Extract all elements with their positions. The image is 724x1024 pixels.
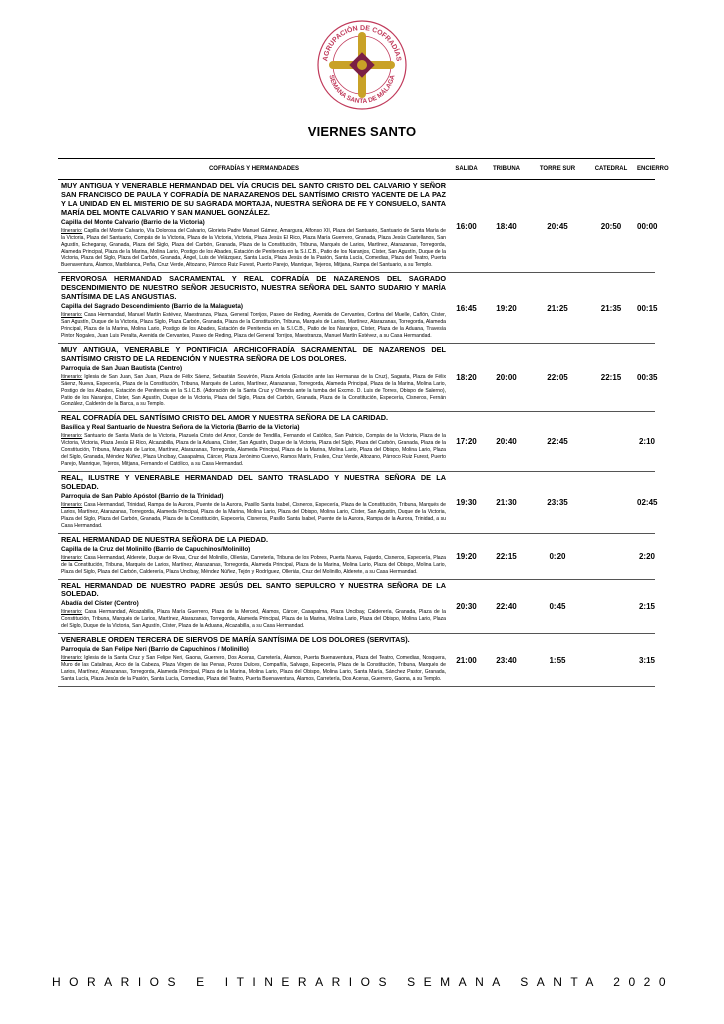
header-salida: SALIDA	[455, 166, 478, 172]
table-row	[58, 344, 658, 413]
brotherhood-cell	[58, 580, 450, 634]
brotherhood-name: VENERABLE ORDEN TERCERA DE SIERVOS DE MARÍA SANTÍSIMA DE LOS DOLORES (SERVITAS).	[61, 635, 410, 645]
brotherhood-seat: Parroquia de San Pablo Apóstol (Barrio de la Trinidad)	[61, 492, 224, 500]
table-row	[58, 534, 655, 580]
time-torre-sur: 20:45	[547, 221, 568, 231]
brotherhood-cell	[58, 344, 450, 412]
times-cell	[450, 273, 658, 343]
itinerary-text: Santuario de Santa María de la Victoria, Plazuela Cristo del Amor, Conde de Tendilla, Fernando el Católico, San Patricio, Compás de la Victoria, Plaza de la Victoria, Victoria, Plaza Jesús El Rico, Alcazabilla, Plaza de la Aduana, Císter, San Agustín, Duque de la Victoria, Plaza del Siglo, Plaza del Carbón, Granada, Plaza de la Constitución, Tribuna, Marqués de Larios, Martínez, Atarazanas, Torregorda, Alameda Principal, Plaza de la Marina, Molina Lario, Plaza del Obispo, Molina Lario, Plaza del Siglo, Granada, Méndez Núñez, Plaza Uncibay, Casapalma, Cárcer, Plaza Jerónimo Cuervo, Ramos Marín, Frailes, Cruz Verde, Altozano, Párroco Ruiz Furest, Puerto Parejo, Manrique, Tejeros, Mitjana, Fernando el Católico, a su Casa Hermandad.	[61, 433, 446, 468]
header-catedral: CATEDRAL	[594, 166, 628, 172]
itinerary	[61, 655, 446, 683]
itinerary-label: Itinerario:	[61, 609, 83, 616]
itinerary-label: Itinerario:	[61, 554, 83, 561]
brotherhood-seat: Basílica y Real Santuario de Nuestra Señora de la Victoria (Barrio de la Victoria)	[61, 424, 300, 432]
time-torre-sur: 22:05	[547, 373, 568, 383]
time-tribuna: 21:30	[496, 497, 517, 507]
time-encierro: 3:15	[638, 655, 655, 665]
time-tribuna: 20:00	[496, 373, 517, 383]
brotherhood-cell	[58, 412, 450, 471]
brotherhood-seat: Parroquia de San Felipe Neri (Barrio de Capuchinos / Molinillo)	[61, 646, 249, 654]
itinerary-text: Casa Hermandad, Manuel Martín Estévez, Maestranza, Plaza, General Torrijos, Paseo de Reding, Avenida de Cervantes, Cortina del Muelle, Cañón, Císter, San Agustín, Duque de la Victoria, Plaza Siglo, Plaza Carbón, Granada, Plaza de la Constitución, Tribuna, Marqués de Larios, Martínez, Atarazanas, Torregorda, Alameda Principal, Plaza de la Marina, Molina Lario, Postigo de los Abades, Estación de Penitencia en la S.I.C.B., Patio de los Naranjos, Císter, Plaza de la Aduana, Travesía Pintor Nogales, Juan Luis Peralta, Avenida de Cervantes, Paseo de Reding, Plaza del General Torrijos, Maestranza, Manuel Martín Estévez, a su Casa Hermandad.	[61, 312, 446, 339]
time-catedral: 21:35	[600, 303, 622, 313]
time-torre-sur: 22:45	[547, 437, 568, 447]
time-tribuna: 18:40	[496, 221, 517, 231]
time-salida: 19:30	[456, 497, 477, 507]
brotherhood-seat: Capilla de la Cruz del Molinillo (Barrio de Capuchinos/Molinillo)	[61, 545, 251, 553]
time-salida: 16:45	[456, 303, 477, 313]
brotherhood-cell	[58, 180, 450, 272]
times-cell	[450, 412, 655, 471]
brotherhood-seat: Abadía del Císter (Centro)	[61, 600, 139, 608]
table-row	[58, 412, 655, 472]
itinerary-label: Itinerario:	[61, 227, 83, 234]
itinerary-text: Casa Hermandad, Alderete, Duque de Rivas, Cruz del Molinillo, Olleriás, Carretería, Tribuna de los Pobres, Puerta Nueva, Fajardo, Cisneros, Especería, Plaza de la Constitución, Tribuna, Marqués de Larios, Martínez, Atarazanas, Torregorda, Alameda Principal, Plaza de la Marina, Molina Lario, Plaza del Obispo, Molina Lario, Plaza del Siglo, Plaza del Carbón, Calderería, Plaza Uncibay, Méndez Núñez, Tejón y Rodríguez, Olleriás, Cruz del Molinillo, Alderete, a su Casa Hermandad.	[61, 554, 446, 575]
brotherhood-name: MUY ANTIGUA, VENERABLE Y PONTIFICIA ARCHICOFRADÍA SACRAMENTAL DE NAZARENOS DEL SANTÍSIMO CRISTO DE LA REDENCIÓN Y NUESTRA SEÑORA DE LOS DOLORES.	[61, 344, 446, 363]
brotherhood-name: REAL COFRADÍA DEL SANTÍSIMO CRISTO DEL AMOR Y NUESTRA SEÑORA DE LA CARIDAD.	[61, 413, 389, 423]
table-row	[58, 580, 655, 635]
itinerary	[61, 433, 446, 468]
time-tribuna: 23:40	[496, 655, 517, 665]
itinerary	[61, 228, 446, 270]
brotherhood-seat: Capilla del Monte Calvario (Barrio de la Victoria)	[61, 218, 205, 226]
time-salida: 21:00	[456, 655, 477, 665]
brotherhood-name: FERVOROSA HERMANDAD SACRAMENTAL Y REAL COFRADÍA DE NAZARENOS DEL SAGRADO DESCENDIMIENTO DE NUESTRO SEÑOR JESUCRISTO, NUESTRA SEÑORA DEL SANTO SUDARIO Y MARÍA SANTÍSIMA DE LAS ANGUSTIAS.	[61, 274, 446, 302]
header-torre-sur: TORRE SUR	[539, 166, 576, 172]
time-salida: 16:00	[456, 221, 477, 231]
table-row	[58, 634, 655, 687]
time-tribuna: 22:40	[496, 601, 517, 611]
itinerary	[61, 609, 446, 630]
page-title: VIERNES SANTO	[307, 124, 417, 139]
table-row	[58, 180, 658, 273]
time-torre-sur: 1:55	[549, 655, 566, 665]
header-tribuna: TRIBUNA	[493, 166, 520, 172]
itinerary-label: Itinerario:	[61, 373, 83, 380]
time-encierro: 2:20	[638, 551, 655, 561]
time-salida: 18:20	[456, 373, 477, 383]
brotherhood-seat: Capilla del Sagrado Descendimiento (Barrio de la Malagueta)	[61, 302, 243, 310]
time-encierro: 00:00	[637, 221, 658, 231]
times-cell	[450, 180, 658, 272]
brotherhood-name: REAL HERMANDAD DE NUESTRO PADRE JESÚS DEL SANTO SEPULCRO Y NUESTRA SEÑORA DE LA SOLEDAD.	[61, 580, 446, 599]
itinerary	[61, 312, 446, 340]
time-salida: 20:30	[456, 601, 477, 611]
times-cell	[450, 534, 655, 579]
time-tribuna: 19:20	[496, 303, 517, 313]
header-cofradias: COFRADÍAS Y HERMANDADES	[208, 166, 300, 172]
time-torre-sur: 21:25	[547, 303, 568, 313]
logo-text-bottom: SEMANA SANTA DE MÁLAGA	[327, 74, 397, 106]
itinerary	[61, 555, 446, 576]
times-cell	[450, 472, 658, 533]
brotherhood-cell	[58, 472, 450, 533]
table-body	[58, 180, 658, 687]
itinerary	[61, 374, 446, 409]
time-catedral: 22:15	[600, 373, 622, 383]
itinerary-label: Itinerario:	[61, 433, 83, 440]
brotherhood-cell	[58, 273, 450, 343]
times-cell	[450, 580, 655, 634]
footer-text: HORARIOS E ITINERARIOS SEMANA SANTA 2020	[52, 975, 674, 989]
time-catedral: 20:50	[600, 221, 622, 231]
time-salida: 17:20	[456, 437, 477, 447]
time-tribuna: 20:40	[496, 437, 517, 447]
table-row	[58, 472, 658, 534]
schedule-table	[58, 158, 669, 687]
brotherhood-seat: Parroquia de San Juan Bautista (Centro)	[61, 364, 183, 372]
logo-text-top: AGRUPACIÓN DE COFRADÍAS	[322, 24, 402, 62]
time-encierro: 02:45	[637, 497, 658, 507]
brotherhood-name: REAL HERMANDAD DE NUESTRA SEÑORA DE LA PIEDAD.	[61, 534, 269, 544]
time-torre-sur: 0:45	[549, 601, 566, 611]
itinerary-text: Iglesia de la Santa Cruz y San Felipe Neri, Gaona, Guerrero, Dos Aceras, Carretería, Álamos, Puerta Buenaventura, Plaza del Teatro, Comedias, Nosquera, Muro de las Catalinas, Arco de la Cabeza, Plaza Virgen de las Penas, Pozos Dulces, Compañía, Salvago, Especería, Plaza de la Constitución, Tribuna, Marqués de Larios, Martínez, Atarazanas, Torregorda, Alameda Principal, Plaza de la Marina, Molina Lario, Plaza del Obispo, Molina Lario, Santa María, Sánchez Pastor, Granada, Santa Lucía, Plaza Jesús de la Pasión, Santa Lucía, Comedias, Plaza del Teatro, Puerta Buenaventura, Álamos, Carretería, Dos Aceras, Guerrero, Gaona, a su Templo.	[61, 655, 446, 683]
table-row	[58, 273, 658, 344]
times-cell	[450, 344, 658, 412]
time-encierro: 2:10	[638, 437, 655, 447]
agrupacion-logo	[315, 18, 409, 112]
time-encierro: 2:15	[638, 601, 655, 611]
brotherhood-cell	[58, 634, 450, 686]
itinerary-text: Casa Hermandad, Alcazabilla, Plaza María Guerrero, Plaza de la Merced, Álamos, Cárcer, Casapalma, Plaza Uncibay, Calderería, Granada, Plaza de la Constitución, Tribuna, Marqués de Larios, Martínez, Atarazanas, Torregorda, Alameda Principal, Plaza de la Marina, Molina Lario, Plaza del Obispo, Molina Lario, Plaza del Siglo, Duque de la Victoria, San Agustín, Císter, Plaza de la Aduana, Alcazabilla, a su Casa Hermandad.	[61, 609, 446, 630]
itinerary-label: Itinerario:	[61, 655, 83, 662]
table-header	[58, 158, 669, 180]
brotherhood-name: REAL, ILUSTRE Y VENERABLE HERMANDAD DEL SANTO TRASLADO Y NUESTRA SEÑORA DE LA SOLEDAD.	[61, 473, 446, 491]
time-encierro: 00:15	[637, 303, 658, 313]
times-cell	[450, 634, 655, 686]
itinerary-text: Iglesia de San Juan, San Juan, Plaza de Félix Sáenz, Sebastián Souvirón, Plaza Arriola (Estación ante las Hermanas de la Cruz), Sagasta, Plaza de Félix Sáenz, Nueva, Especería, Plaza de la Constitución, Tribuna, Marqués de Larios, Martínez, Atarazanas, Torregorda, Alameda Principal, Plaza de la Marina, Molina Lario, Postigo de los Abades, Estación de Penitencia en la S.I.C.B. (Adoración de la Santa Cruz y Ofrenda ante la tumba del Excmo. D. Luis de Torres, Obispo de Salerno), Patio de los Naranjos, Císter, San Agustín, Duque de la Victoria, Plaza del Siglo, Plaza del Carbón, Granada, Plaza de la Constitución, Especería, Cisneros, Fernán González, Calderón de la Barca, a su Templo.	[61, 373, 447, 408]
itinerary	[61, 502, 446, 530]
brotherhood-cell	[58, 534, 450, 579]
logo-emblem	[315, 18, 409, 112]
time-torre-sur: 23:35	[547, 497, 568, 507]
itinerary-text: Capilla del Monte Calvario, Vía Dolorosa del Calvario, Glorieta Padre Manuel Gámez, Amargura, Alfonso XII, Plaza del Santuario, Santuario de Santa María de la Victoria, Plaza del Santuario, Compás de la Victoria, Plaza de la Victoria, Victoria, Plaza Jesús El Rico, Plaza María Guerrero, Granada, Plaza Jesús Castellanos, San Agustín, Echegaray, Granada, Plaza del Siglo, Plaza del Carbón, Granada, Plaza de la Constitución, Tribuna, Marqués de Larios, Martínez, Atarazanas, Torregorda, Alameda Principal, Plaza de la Marina, Molina Lario, Postigo de los Abades, Estación de Penitencia en la S.I.C.B., Patio de los Naranjos, Císter, San Agustín, Duque de la Victoria, Plaza del Siglo, Plaza del Carbón, Granada, Ángel, Luis de Velázquez, Santa Lucía, Plaza Jesús de la Pasión, Santa Lucía, Comedias, Plaza del Teatro, Puerta Buenaventura, Álamos, Mariblanca, Peña, Cruz Verde, Altozano, Párroco Ruiz Furest, Puerto Parejo, Manrique, Tejeros, Mitjana, Rampa del Santuario, a su Templo.	[61, 227, 446, 269]
itinerary-text: Casa Hermandad, Trinidad, Rampa de la Aurora, Puente de la Aurora, Pasillo Santa Isabel, Cisneros, Especería, Plaza de la Constitución, Tribuna, Marqués de Larios, Martínez, Atarazanas, Torregorda, Alameda Principal, Plaza de la Marina, Molina Lario, Plaza del Obispo, Molina Lario, Císter, San Agustín, Duque de la Victoria, Plaza del Siglo, Plaza del Carbón, Granada, Plaza de la Constitución, Especería, Cisneros, Pasillo Santa Isabel, Puente de la Aurora, Rampa de la Aurora, Trinidad, a su Casa Hermandad.	[61, 501, 446, 529]
itinerary-label: Itinerario:	[61, 501, 83, 508]
time-salida: 19:20	[456, 551, 477, 561]
time-torre-sur: 0:20	[549, 551, 566, 561]
header-encierro: ENCIERRO	[637, 166, 669, 172]
page-footer	[52, 975, 674, 989]
time-tribuna: 22:15	[496, 551, 517, 561]
brotherhood-name: MUY ANTIGUA Y VENERABLE HERMANDAD DEL VÍA CRUCIS DEL SANTO CRISTO DEL CALVARIO Y SEÑOR SAN FRANCISCO DE PAULA Y COFRADÍA DE NARAZARENOS DEL SANTÍSIMO CRISTO YACENTE DE LA PAZ Y LA UNIDAD EN EL MISTERIO DE SU SAGRADA MORTAJA, NUESTRA SEÑORA DE FE Y CONSUELO, SANTA MARÍA DEL MONTE CALVARIO Y SAN MANUEL GONZÁLEZ.	[61, 181, 446, 217]
itinerary-label: Itinerario:	[61, 312, 83, 319]
time-encierro: 00:35	[637, 373, 658, 383]
